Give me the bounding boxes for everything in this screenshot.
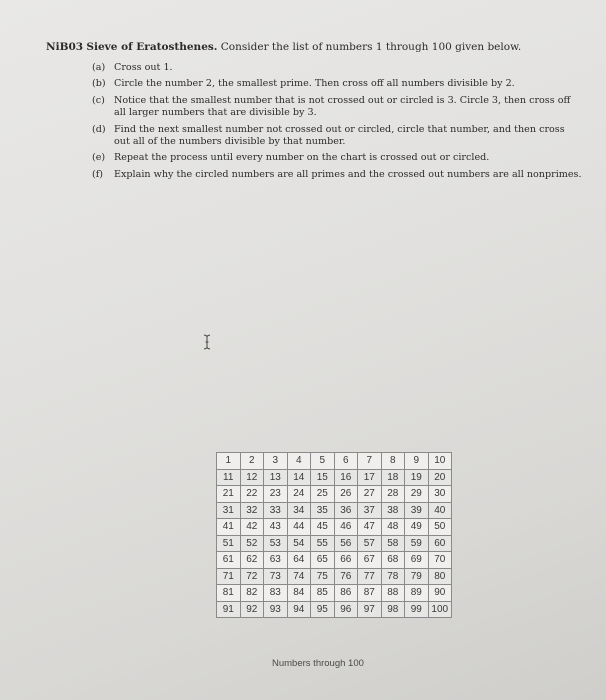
grid-cell: 43	[264, 519, 288, 536]
grid-cell: 100	[428, 601, 452, 618]
part-text: Find the next smallest number not crossed out or circled, circle that number, and then cross out all of the numbers divisible by that number.	[114, 123, 565, 148]
grid-cell: 6	[334, 453, 358, 470]
grid-cell: 82	[240, 585, 264, 602]
part-label: (c)	[92, 94, 105, 106]
grid-row	[217, 601, 452, 618]
grid-row	[217, 519, 452, 536]
grid-cell: 57	[358, 535, 382, 552]
grid-cell: 1	[217, 453, 241, 470]
grid-cell: 73	[264, 568, 288, 585]
grid-cell: 24	[287, 486, 311, 503]
grid-row	[217, 502, 452, 519]
grid-cell: 19	[405, 469, 429, 486]
part-d	[92, 124, 582, 149]
grid-cell: 12	[240, 469, 264, 486]
part-b	[92, 78, 582, 90]
grid-cell: 3	[264, 453, 288, 470]
grid-cell: 18	[381, 469, 405, 486]
grid-cell: 93	[264, 601, 288, 618]
grid-cell: 84	[287, 585, 311, 602]
grid-cell: 5	[311, 453, 335, 470]
part-c	[92, 95, 582, 120]
grid-cell: 42	[240, 519, 264, 536]
grid-cell: 4	[287, 453, 311, 470]
grid-cell: 85	[311, 585, 335, 602]
part-text: Cross out 1.	[114, 62, 173, 73]
part-label: (f)	[92, 168, 104, 180]
grid-cell: 96	[334, 601, 358, 618]
grid-row	[217, 552, 452, 569]
grid-cell: 41	[217, 519, 241, 536]
grid-cell: 40	[428, 502, 452, 519]
grid-cell: 32	[240, 502, 264, 519]
grid-cell: 10	[428, 453, 452, 470]
problem-title: Sieve of Eratosthenes.	[86, 41, 218, 53]
grid-cell: 55	[311, 535, 335, 552]
grid-cell: 16	[334, 469, 358, 486]
grid-cell: 68	[381, 552, 405, 569]
grid-cell: 99	[405, 601, 429, 618]
grid-cell: 79	[405, 568, 429, 585]
problem-parts	[92, 62, 582, 185]
grid-cell: 37	[358, 502, 382, 519]
grid-cell: 64	[287, 552, 311, 569]
problem-heading	[46, 40, 521, 54]
problem-intro: Consider the list of numbers 1 through 100 given below.	[217, 41, 522, 53]
grid-cell: 31	[217, 502, 241, 519]
grid-cell: 50	[428, 519, 452, 536]
grid-cell: 54	[287, 535, 311, 552]
number-chart	[216, 452, 452, 618]
text-cursor-icon	[202, 334, 212, 350]
grid-row	[217, 535, 452, 552]
grid-cell: 21	[217, 486, 241, 503]
part-text: Explain why the circled numbers are all primes and the crossed out numbers are all nonprimes.	[114, 168, 582, 180]
grid-cell: 27	[358, 486, 382, 503]
grid-cell: 36	[334, 502, 358, 519]
part-text: Repeat the process until every number on the chart is crossed out or circled.	[114, 152, 490, 164]
grid-cell: 45	[311, 519, 335, 536]
grid-cell: 77	[358, 568, 382, 585]
grid-cell: 11	[217, 469, 241, 486]
grid-cell: 70	[428, 552, 452, 569]
grid-cell: 72	[240, 568, 264, 585]
chart-caption: Numbers through 100	[272, 658, 364, 669]
part-a	[92, 62, 582, 74]
grid-cell: 15	[311, 469, 335, 486]
grid-cell: 83	[264, 585, 288, 602]
grid-cell: 61	[217, 552, 241, 569]
part-label: (a)	[92, 62, 106, 73]
grid-cell: 2	[240, 453, 264, 470]
grid-row	[217, 486, 452, 503]
grid-cell: 59	[405, 535, 429, 552]
grid-cell: 81	[217, 585, 241, 602]
grid-cell: 28	[381, 486, 405, 503]
grid-cell: 35	[311, 502, 335, 519]
grid-cell: 90	[428, 585, 452, 602]
part-label: (e)	[92, 152, 106, 164]
grid-row	[217, 453, 452, 470]
grid-cell: 39	[405, 502, 429, 519]
grid-cell: 23	[264, 486, 288, 503]
part-e	[92, 152, 582, 164]
grid-cell: 47	[358, 519, 382, 536]
grid-cell: 29	[405, 486, 429, 503]
grid-cell: 34	[287, 502, 311, 519]
grid-cell: 60	[428, 535, 452, 552]
grid-cell: 56	[334, 535, 358, 552]
grid-cell: 51	[217, 535, 241, 552]
grid-cell: 67	[358, 552, 382, 569]
grid-row	[217, 585, 452, 602]
grid-cell: 9	[405, 453, 429, 470]
grid-cell: 98	[381, 601, 405, 618]
grid-cell: 8	[381, 453, 405, 470]
grid-cell: 95	[311, 601, 335, 618]
grid-cell: 52	[240, 535, 264, 552]
grid-cell: 63	[264, 552, 288, 569]
grid-cell: 69	[405, 552, 429, 569]
grid-cell: 88	[381, 585, 405, 602]
part-text: Circle the number 2, the smallest prime. Then cross off all numbers divisible by 2.	[114, 78, 515, 90]
grid-cell: 89	[405, 585, 429, 602]
grid-cell: 86	[334, 585, 358, 602]
grid-cell: 30	[428, 486, 452, 503]
grid-cell: 91	[217, 601, 241, 618]
grid-cell: 78	[381, 568, 405, 585]
grid-cell: 22	[240, 486, 264, 503]
grid-cell: 76	[334, 568, 358, 585]
grid-cell: 14	[287, 469, 311, 486]
hundreds-grid	[216, 452, 452, 618]
part-text: Notice that the smallest number that is not crossed out or circled is 3. Circle 3, then cross off all larger numbers that are divisible by 3.	[114, 94, 571, 119]
grid-cell: 49	[405, 519, 429, 536]
grid-cell: 94	[287, 601, 311, 618]
grid-cell: 17	[358, 469, 382, 486]
grid-cell: 92	[240, 601, 264, 618]
grid-cell: 26	[334, 486, 358, 503]
part-f	[92, 169, 582, 181]
grid-cell: 65	[311, 552, 335, 569]
grid-cell: 48	[381, 519, 405, 536]
grid-cell: 44	[287, 519, 311, 536]
grid-cell: 74	[287, 568, 311, 585]
grid-cell: 71	[217, 568, 241, 585]
grid-row	[217, 568, 452, 585]
grid-cell: 80	[428, 568, 452, 585]
grid-cell: 46	[334, 519, 358, 536]
grid-cell: 87	[358, 585, 382, 602]
grid-row	[217, 469, 452, 486]
grid-cell: 7	[358, 453, 382, 470]
part-label: (b)	[92, 78, 106, 90]
grid-cell: 66	[334, 552, 358, 569]
problem-code: NiB03	[46, 41, 84, 53]
grid-cell: 20	[428, 469, 452, 486]
grid-cell: 62	[240, 552, 264, 569]
grid-cell: 33	[264, 502, 288, 519]
grid-cell: 58	[381, 535, 405, 552]
grid-cell: 97	[358, 601, 382, 618]
part-label: (d)	[92, 123, 106, 135]
grid-cell: 38	[381, 502, 405, 519]
grid-cell: 53	[264, 535, 288, 552]
grid-cell: 25	[311, 486, 335, 503]
grid-cell: 13	[264, 469, 288, 486]
grid-cell: 75	[311, 568, 335, 585]
